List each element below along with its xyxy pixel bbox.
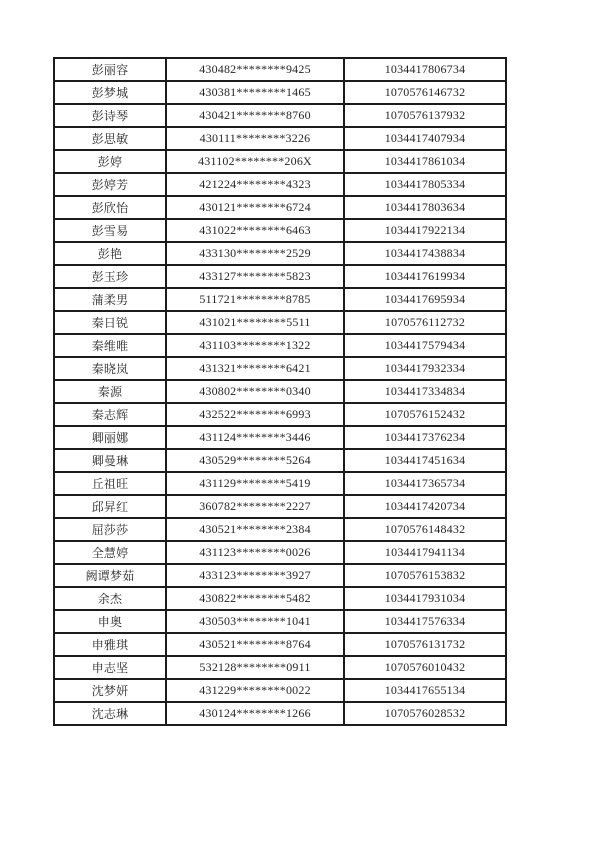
person-name-cell: 卿曼琳: [54, 449, 166, 472]
account-number-cell: 1034417922134: [344, 219, 506, 242]
masked-id-cell: 532128********0911: [166, 656, 344, 679]
table-row: [54, 656, 506, 679]
person-name-cell: 彭玉珍: [54, 265, 166, 288]
table-row: [54, 219, 506, 242]
table-row: [54, 288, 506, 311]
table-row: [54, 334, 506, 357]
account-number-cell: 1070576010432: [344, 656, 506, 679]
person-name-cell: 彭欣怡: [54, 196, 166, 219]
person-name-cell: 申奥: [54, 610, 166, 633]
masked-id-cell: 431124********3446: [166, 426, 344, 449]
person-name-cell: 申志坚: [54, 656, 166, 679]
masked-id-cell: 433130********2529: [166, 242, 344, 265]
account-number-cell: 1034417376234: [344, 426, 506, 449]
roster-table: [53, 57, 507, 726]
account-number-cell: 1034417931034: [344, 587, 506, 610]
table-row: [54, 541, 506, 564]
table-row: [54, 265, 506, 288]
masked-id-cell: 430822********5482: [166, 587, 344, 610]
person-name-cell: 秦日锐: [54, 311, 166, 334]
person-name-cell: 彭思敏: [54, 127, 166, 150]
table-row: [54, 196, 506, 219]
masked-id-cell: 431021********5511: [166, 311, 344, 334]
table-row: [54, 150, 506, 173]
account-number-cell: 1034417365734: [344, 472, 506, 495]
table-row: [54, 564, 506, 587]
masked-id-cell: 431123********0026: [166, 541, 344, 564]
table-row: [54, 702, 506, 725]
table-row: [54, 587, 506, 610]
account-number-cell: 1034417695934: [344, 288, 506, 311]
person-name-cell: 邱昇红: [54, 495, 166, 518]
person-name-cell: 秦源: [54, 380, 166, 403]
table-row: [54, 633, 506, 656]
person-name-cell: 彭梦城: [54, 81, 166, 104]
account-number-cell: 1034417334834: [344, 380, 506, 403]
person-name-cell: 沈梦妍: [54, 679, 166, 702]
account-number-cell: 1034417655134: [344, 679, 506, 702]
masked-id-cell: 431103********1322: [166, 334, 344, 357]
account-number-cell: 1070576148432: [344, 518, 506, 541]
masked-id-cell: 433127********5823: [166, 265, 344, 288]
account-number-cell: 1034417803634: [344, 196, 506, 219]
masked-id-cell: 431129********5419: [166, 472, 344, 495]
account-number-cell: 1034417407934: [344, 127, 506, 150]
account-number-cell: 1034417861034: [344, 150, 506, 173]
account-number-cell: 1034417451634: [344, 449, 506, 472]
person-name-cell: 蒲柔男: [54, 288, 166, 311]
person-name-cell: 余杰: [54, 587, 166, 610]
account-number-cell: 1034417805334: [344, 173, 506, 196]
masked-id-cell: 433123********3927: [166, 564, 344, 587]
table-row: [54, 472, 506, 495]
person-name-cell: 秦晓岚: [54, 357, 166, 380]
account-number-cell: 1034417806734: [344, 58, 506, 81]
masked-id-cell: 430521********2384: [166, 518, 344, 541]
masked-id-cell: 430521********8764: [166, 633, 344, 656]
masked-id-cell: 430529********5264: [166, 449, 344, 472]
masked-id-cell: 432522********6993: [166, 403, 344, 426]
table-row: [54, 426, 506, 449]
person-name-cell: 秦维唯: [54, 334, 166, 357]
person-name-cell: 彭婷芳: [54, 173, 166, 196]
account-number-cell: 1070576153832: [344, 564, 506, 587]
person-name-cell: 申雅琪: [54, 633, 166, 656]
table-row: [54, 679, 506, 702]
masked-id-cell: 430111********3226: [166, 127, 344, 150]
masked-id-cell: 421224********4323: [166, 173, 344, 196]
account-number-cell: 1034417619934: [344, 265, 506, 288]
account-number-cell: 1070576137932: [344, 104, 506, 127]
masked-id-cell: 360782********2227: [166, 495, 344, 518]
table-row: [54, 104, 506, 127]
table-row: [54, 58, 506, 81]
masked-id-cell: 430381********1465: [166, 81, 344, 104]
account-number-cell: 1070576152432: [344, 403, 506, 426]
account-number-cell: 1034417941134: [344, 541, 506, 564]
person-name-cell: 全慧婷: [54, 541, 166, 564]
account-number-cell: 1070576146732: [344, 81, 506, 104]
table-row: [54, 610, 506, 633]
masked-id-cell: 430802********0340: [166, 380, 344, 403]
masked-id-cell: 431229********0022: [166, 679, 344, 702]
table-row: [54, 81, 506, 104]
account-number-cell: 1034417576334: [344, 610, 506, 633]
table-row: [54, 449, 506, 472]
person-name-cell: 秦志辉: [54, 403, 166, 426]
table-row: [54, 380, 506, 403]
person-name-cell: 丘祖旺: [54, 472, 166, 495]
masked-id-cell: 431022********6463: [166, 219, 344, 242]
person-name-cell: 沈志琳: [54, 702, 166, 725]
account-number-cell: 1034417579434: [344, 334, 506, 357]
account-number-cell: 1070576028532: [344, 702, 506, 725]
masked-id-cell: 431321********6421: [166, 357, 344, 380]
account-number-cell: 1034417932334: [344, 357, 506, 380]
person-name-cell: 彭诗琴: [54, 104, 166, 127]
table-row: [54, 127, 506, 150]
masked-id-cell: 430124********1266: [166, 702, 344, 725]
person-name-cell: 卿丽娜: [54, 426, 166, 449]
table-row: [54, 242, 506, 265]
masked-id-cell: 430121********6724: [166, 196, 344, 219]
person-name-cell: 彭艳: [54, 242, 166, 265]
table-row: [54, 403, 506, 426]
table-row: [54, 173, 506, 196]
masked-id-cell: 430421********8760: [166, 104, 344, 127]
person-name-cell: 彭丽容: [54, 58, 166, 81]
person-name-cell: 彭雪易: [54, 219, 166, 242]
account-number-cell: 1034417420734: [344, 495, 506, 518]
table-row: [54, 311, 506, 334]
masked-id-cell: 430482********9425: [166, 58, 344, 81]
account-number-cell: 1070576131732: [344, 633, 506, 656]
person-name-cell: 彭婷: [54, 150, 166, 173]
account-number-cell: 1070576112732: [344, 311, 506, 334]
masked-id-cell: 431102********206X: [166, 150, 344, 173]
roster-table-body: [54, 58, 506, 725]
person-name-cell: 屈莎莎: [54, 518, 166, 541]
table-row: [54, 518, 506, 541]
masked-id-cell: 511721********8785: [166, 288, 344, 311]
table-row: [54, 495, 506, 518]
masked-id-cell: 430503********1041: [166, 610, 344, 633]
person-name-cell: 阙谭梦茹: [54, 564, 166, 587]
table-row: [54, 357, 506, 380]
account-number-cell: 1034417438834: [344, 242, 506, 265]
